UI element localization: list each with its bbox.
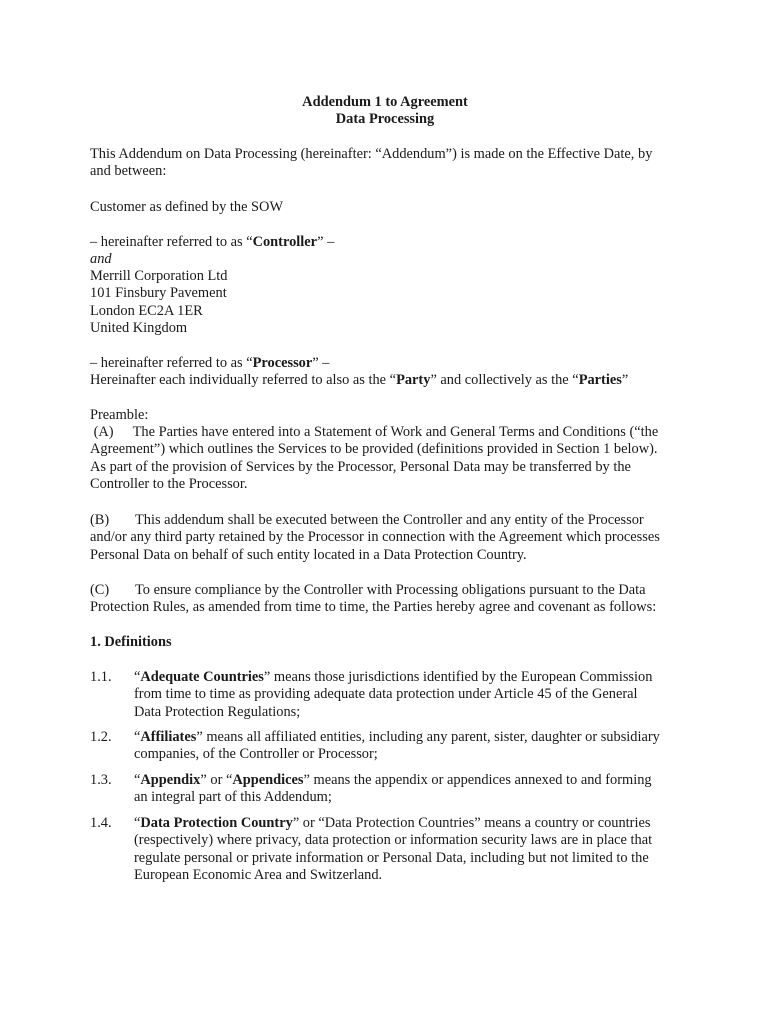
and-word: and bbox=[90, 251, 112, 267]
definition-line bbox=[134, 815, 694, 832]
document-title: Addendum 1 to Agreement bbox=[302, 94, 468, 110]
definition-text bbox=[134, 815, 694, 885]
quote-mark: “ bbox=[134, 815, 141, 831]
address-line: Merrill Corporation Ltd bbox=[90, 268, 228, 284]
definition-line bbox=[134, 669, 694, 686]
defined-term: Appendix bbox=[140, 772, 201, 788]
definition-item bbox=[0, 729, 770, 765]
address-line: London EC2A 1ER bbox=[90, 302, 203, 319]
clause-a-text: The Parties have entered into a Statement of Work and General Terms and Conditions (“the bbox=[132, 424, 659, 440]
definition-line: companies, of the Controller or Processor; bbox=[134, 746, 378, 763]
definition-number: 1.4. bbox=[90, 815, 112, 831]
quote-mark: “ bbox=[134, 669, 141, 685]
clause-b-line: Personal Data on behalf of such entity located in a Data Protection Country. bbox=[90, 546, 527, 563]
section-heading-definitions: 1. Definitions bbox=[90, 634, 172, 650]
clause-a-line: Controller to the Processor. bbox=[90, 476, 248, 493]
definition-number: 1.1. bbox=[90, 669, 112, 685]
definition-line: regulate personal or private information or Personal Data, including but not limited to the bbox=[134, 849, 649, 866]
clause-a-marker: (A) bbox=[93, 424, 114, 440]
defined-term: Adequate Countries bbox=[140, 669, 264, 685]
preamble-clause-c bbox=[90, 582, 690, 617]
definition-text bbox=[134, 669, 694, 721]
party-line-middle: ” and collectively as the “ bbox=[430, 372, 579, 388]
clause-b-marker: (B) bbox=[90, 512, 110, 528]
clause-b-line bbox=[90, 512, 690, 529]
defined-term: Data Protection Country bbox=[140, 815, 293, 831]
clause-c-line bbox=[90, 582, 690, 599]
preamble-clause-a bbox=[90, 424, 690, 494]
quote-separator: ” or “ bbox=[200, 772, 233, 788]
controller-reference bbox=[90, 234, 690, 251]
definition-number: 1.3. bbox=[90, 772, 112, 788]
intro-line: This Addendum on Data Processing (hereinafter: “Addendum”) is made on the Effective Date, by bbox=[90, 146, 653, 162]
definition-text bbox=[134, 729, 694, 764]
quote-mark: “ bbox=[134, 729, 141, 745]
intro-paragraph bbox=[90, 146, 690, 181]
clause-a-line bbox=[90, 424, 690, 441]
defined-term: Affiliates bbox=[140, 729, 197, 745]
intro-line: and between: bbox=[90, 163, 167, 180]
definition-rest: ” means all affiliated entities, including any parent, sister, daughter or subsidiary bbox=[196, 729, 660, 745]
definition-item bbox=[0, 815, 770, 887]
definition-line: (respectively) where privacy, data protection or information security laws are in place that bbox=[134, 832, 653, 849]
party-term: Party bbox=[396, 372, 431, 388]
party-line-suffix: ” bbox=[621, 372, 629, 388]
preamble-label: Preamble: bbox=[90, 407, 149, 423]
definition-line: an integral part of this Addendum; bbox=[134, 789, 332, 806]
clause-b-line: and/or any third party retained by the Processor in connection with the Agreement which processes bbox=[90, 529, 660, 546]
processor-address bbox=[90, 268, 690, 338]
and-connector bbox=[90, 251, 690, 268]
definition-rest: ” or “Data Protection Countries” means a country or countries bbox=[292, 815, 651, 831]
party-line-prefix: Hereinafter each individually referred to also as the “ bbox=[90, 372, 397, 388]
preamble-clause-b bbox=[90, 512, 690, 564]
definition-line bbox=[134, 772, 694, 789]
clause-b-text: This addendum shall be executed between the Controller and any entity of the Processor bbox=[135, 512, 644, 528]
quote-mark: “ bbox=[134, 772, 141, 788]
definition-line: from time to time as providing adequate data protection under Article 45 of the General bbox=[134, 686, 638, 703]
definition-text bbox=[134, 772, 694, 807]
definition-item bbox=[0, 772, 770, 808]
controller-ref-prefix: – hereinafter referred to as “ bbox=[90, 234, 253, 250]
clause-a-line: As part of the provision of Services by the Processor, Personal Data may be transferred by the bbox=[90, 458, 631, 475]
address-line: 101 Finsbury Pavement bbox=[90, 285, 227, 302]
controller-ref-suffix: ” – bbox=[317, 234, 335, 250]
definition-line: Data Protection Regulations; bbox=[134, 703, 301, 720]
parties-term: Parties bbox=[578, 372, 622, 388]
definition-number: 1.2. bbox=[90, 729, 112, 745]
processor-ref-prefix: – hereinafter referred to as “ bbox=[90, 355, 253, 371]
definition-rest: ” means the appendix or appendices annexed to and forming bbox=[303, 772, 652, 788]
controller-term: Controller bbox=[252, 234, 318, 250]
clause-c-marker: (C) bbox=[90, 582, 110, 598]
definition-item bbox=[0, 669, 770, 723]
clause-a-line: Agreement”) which outlines the Services to be provided (definitions provided in Section 1 below). bbox=[90, 441, 658, 458]
definition-rest: ” means those jurisdictions identified by the European Commission bbox=[263, 669, 653, 685]
address-line: United Kingdom bbox=[90, 320, 188, 337]
document-subtitle: Data Processing bbox=[335, 111, 435, 127]
processor-term: Processor bbox=[252, 355, 313, 371]
processor-ref-suffix: ” – bbox=[312, 355, 330, 371]
party-definition-line bbox=[90, 372, 690, 389]
defined-term: Appendices bbox=[232, 772, 304, 788]
definition-line bbox=[134, 729, 694, 746]
processor-reference bbox=[90, 355, 690, 372]
customer-line: Customer as defined by the SOW bbox=[90, 199, 284, 215]
clause-c-line: Protection Rules, as amended from time to time, the Parties hereby agree and covenant as follows: bbox=[90, 599, 657, 616]
clause-c-text: To ensure compliance by the Controller with Processing obligations pursuant to the Data bbox=[135, 582, 646, 598]
definition-line: European Economic Area and Switzerland. bbox=[134, 867, 383, 884]
